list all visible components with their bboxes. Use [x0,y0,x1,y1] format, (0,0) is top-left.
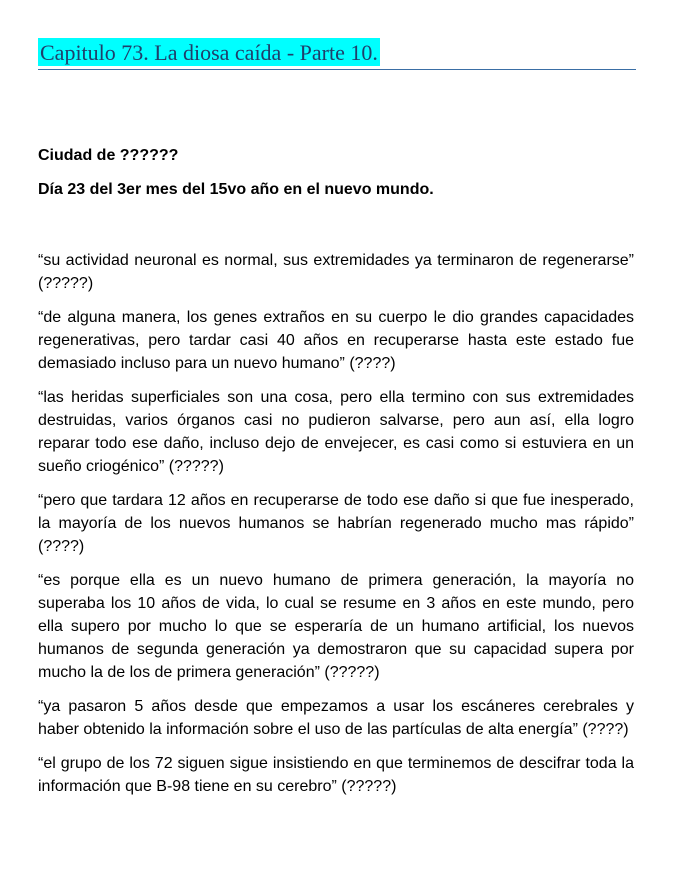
story-body [38,249,634,809]
dialogue-paragraph: “ya pasaron 5 años desde que empezamos a usar los escáneres cerebrales y haber obtenido la información sobre el uso de las partículas de alta energía” (????) [38,698,634,738]
dialogue-paragraph: “pero que tardara 12 años en recuperarse de todo ese daño si que fue inesperado, la mayoría de los nuevos humanos se habrían regenerado mucho mas rápido” (????) [38,492,634,555]
dialogue-paragraph: “de alguna manera, los genes extraños en su cuerpo le dio grandes capacidades regenerativas, pero tardar casi 40 años en recuperarse hasta este estado fue demasiado incluso para un nuevo humano” (????) [38,309,634,372]
chapter-title: Capitulo 73. La diosa caída - Parte 10. [40,40,378,65]
date-line: Día 23 del 3er mes del 15vo año en el nuevo mundo. [38,181,434,198]
location-line: Ciudad de ?????? [38,147,179,164]
dialogue-paragraph: “las heridas superficiales son una cosa, pero ella termino con sus extremidades destruidas, varios órganos casi no pudieron salvarse, pero aun así, ella logro reparar todo ese daño, incluso dejo de envejecer, es casi como si estuviera en un sueño criogénico” (?????) [38,389,634,475]
dialogue-paragraph: “el grupo de los 72 siguen sigue insistiendo en que terminemos de descifrar toda la información que B-98 tiene en su cerebro” (?????) [38,755,634,795]
dialogue-paragraph: “su actividad neuronal es normal, sus extremidades ya terminaron de regenerarse” (?????) [38,252,634,292]
dialogue-paragraph: “es porque ella es un nuevo humano de primera generación, la mayoría no superaba los 10 años de vida, lo cual se resume en 3 años en este mundo, pero ella supero por mucho lo que se esperaría de un humano artificial, los nuevos humanos de segunda generación ya demostraron que su capacidad supera por mucho la de los de primera generación” (?????) [38,572,634,681]
chapter-heading [38,38,636,70]
